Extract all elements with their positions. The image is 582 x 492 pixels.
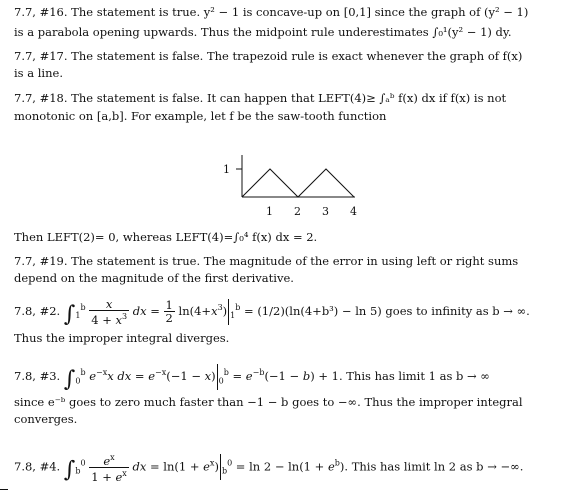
p83-tail: This has limit 1 as b → ∞ bbox=[346, 369, 490, 383]
p18-line-2: monotonic on [a,b]. For example, let f be the saw-tooth function bbox=[14, 109, 387, 123]
p18-conclusion: Then LEFT(2)= 0, whereas LEFT(4)=∫₀⁴ f(x) dx = 2. bbox=[14, 230, 318, 244]
sawtooth-curve bbox=[242, 169, 354, 197]
p19-line-2: depend on the magnitude of the first derivative. bbox=[14, 271, 294, 285]
x-tick-label-4: 4 bbox=[350, 205, 357, 218]
p82-equation-line: 7.8, #2. $\int_1^b$ $\frac{x}{4 + x^3}$ dx = $\frac{1}{2}$ $\ln(4+x^3) _1^b = (1/2)(\ln(4+b^3) - \ln 5)$ goes to infinity as b → ∞. bbox=[14, 297, 530, 327]
x-tick-label-1: 1 bbox=[266, 205, 273, 218]
p19-line-1: 7.7, #19. The statement is true. The magnitude of the error in using left or right sums bbox=[14, 254, 519, 268]
p17-line-1: 7.7, #17. The statement is false. The trapezoid rule is exact whenever the graph of f(x) bbox=[14, 49, 523, 63]
p83-line-2: since e⁻ᵇ goes to zero much faster than −1 − b goes to −∞. Thus the improper integral bbox=[14, 395, 523, 409]
p82-tail: = (1/2)(ln(4+b³) − ln 5) goes to infinity as b → ∞. bbox=[244, 303, 530, 318]
x-tick-label-2: 2 bbox=[294, 205, 301, 218]
p82-line-2: Thus the improper integral diverges. bbox=[14, 331, 230, 345]
footnote-rule bbox=[0, 489, 8, 490]
p83-equation-line: 7.8, #3. $\int_0^b$ $e^{-x}x$ dx = $e^{-x}(-1 - x) _0^b = e^{-b}(-1 - b) + 1$. This has limit 1 as b → ∞ bbox=[14, 364, 490, 390]
p16-line-1: 7.7, #16. The statement is true. y² − 1 is concave-up on [0,1] since the graph of (y² − 1) bbox=[14, 5, 529, 19]
y-tick-label: 1 bbox=[223, 163, 230, 176]
sawtooth-graph bbox=[215, 155, 375, 221]
p83-line-3: converges. bbox=[14, 412, 78, 426]
p18-line-1: 7.7, #18. The statement is false. It can happen that LEFT(4)≥ ∫ₐᵇ f(x) dx if f(x) is not bbox=[14, 91, 507, 105]
p17-line-2: is a line. bbox=[14, 66, 63, 80]
x-tick-label-3: 3 bbox=[322, 205, 329, 218]
p84-equation-line: 7.8, #4. $\int_b^0$ $\frac{e^x}{1 + e^x}$ dx = $\ln(1 + e^x)$ $_b^0 = \ln 2 - \ln(1 + e^b)$. This has limit ln 2 as b → −∞. bbox=[14, 453, 524, 484]
p16-line-2: is a parabola opening upwards. Thus the midpoint rule underestimates ∫₀¹(y² − 1) dy. bbox=[14, 25, 512, 39]
p84-tail: This has limit ln 2 as b → −∞. bbox=[351, 459, 524, 474]
